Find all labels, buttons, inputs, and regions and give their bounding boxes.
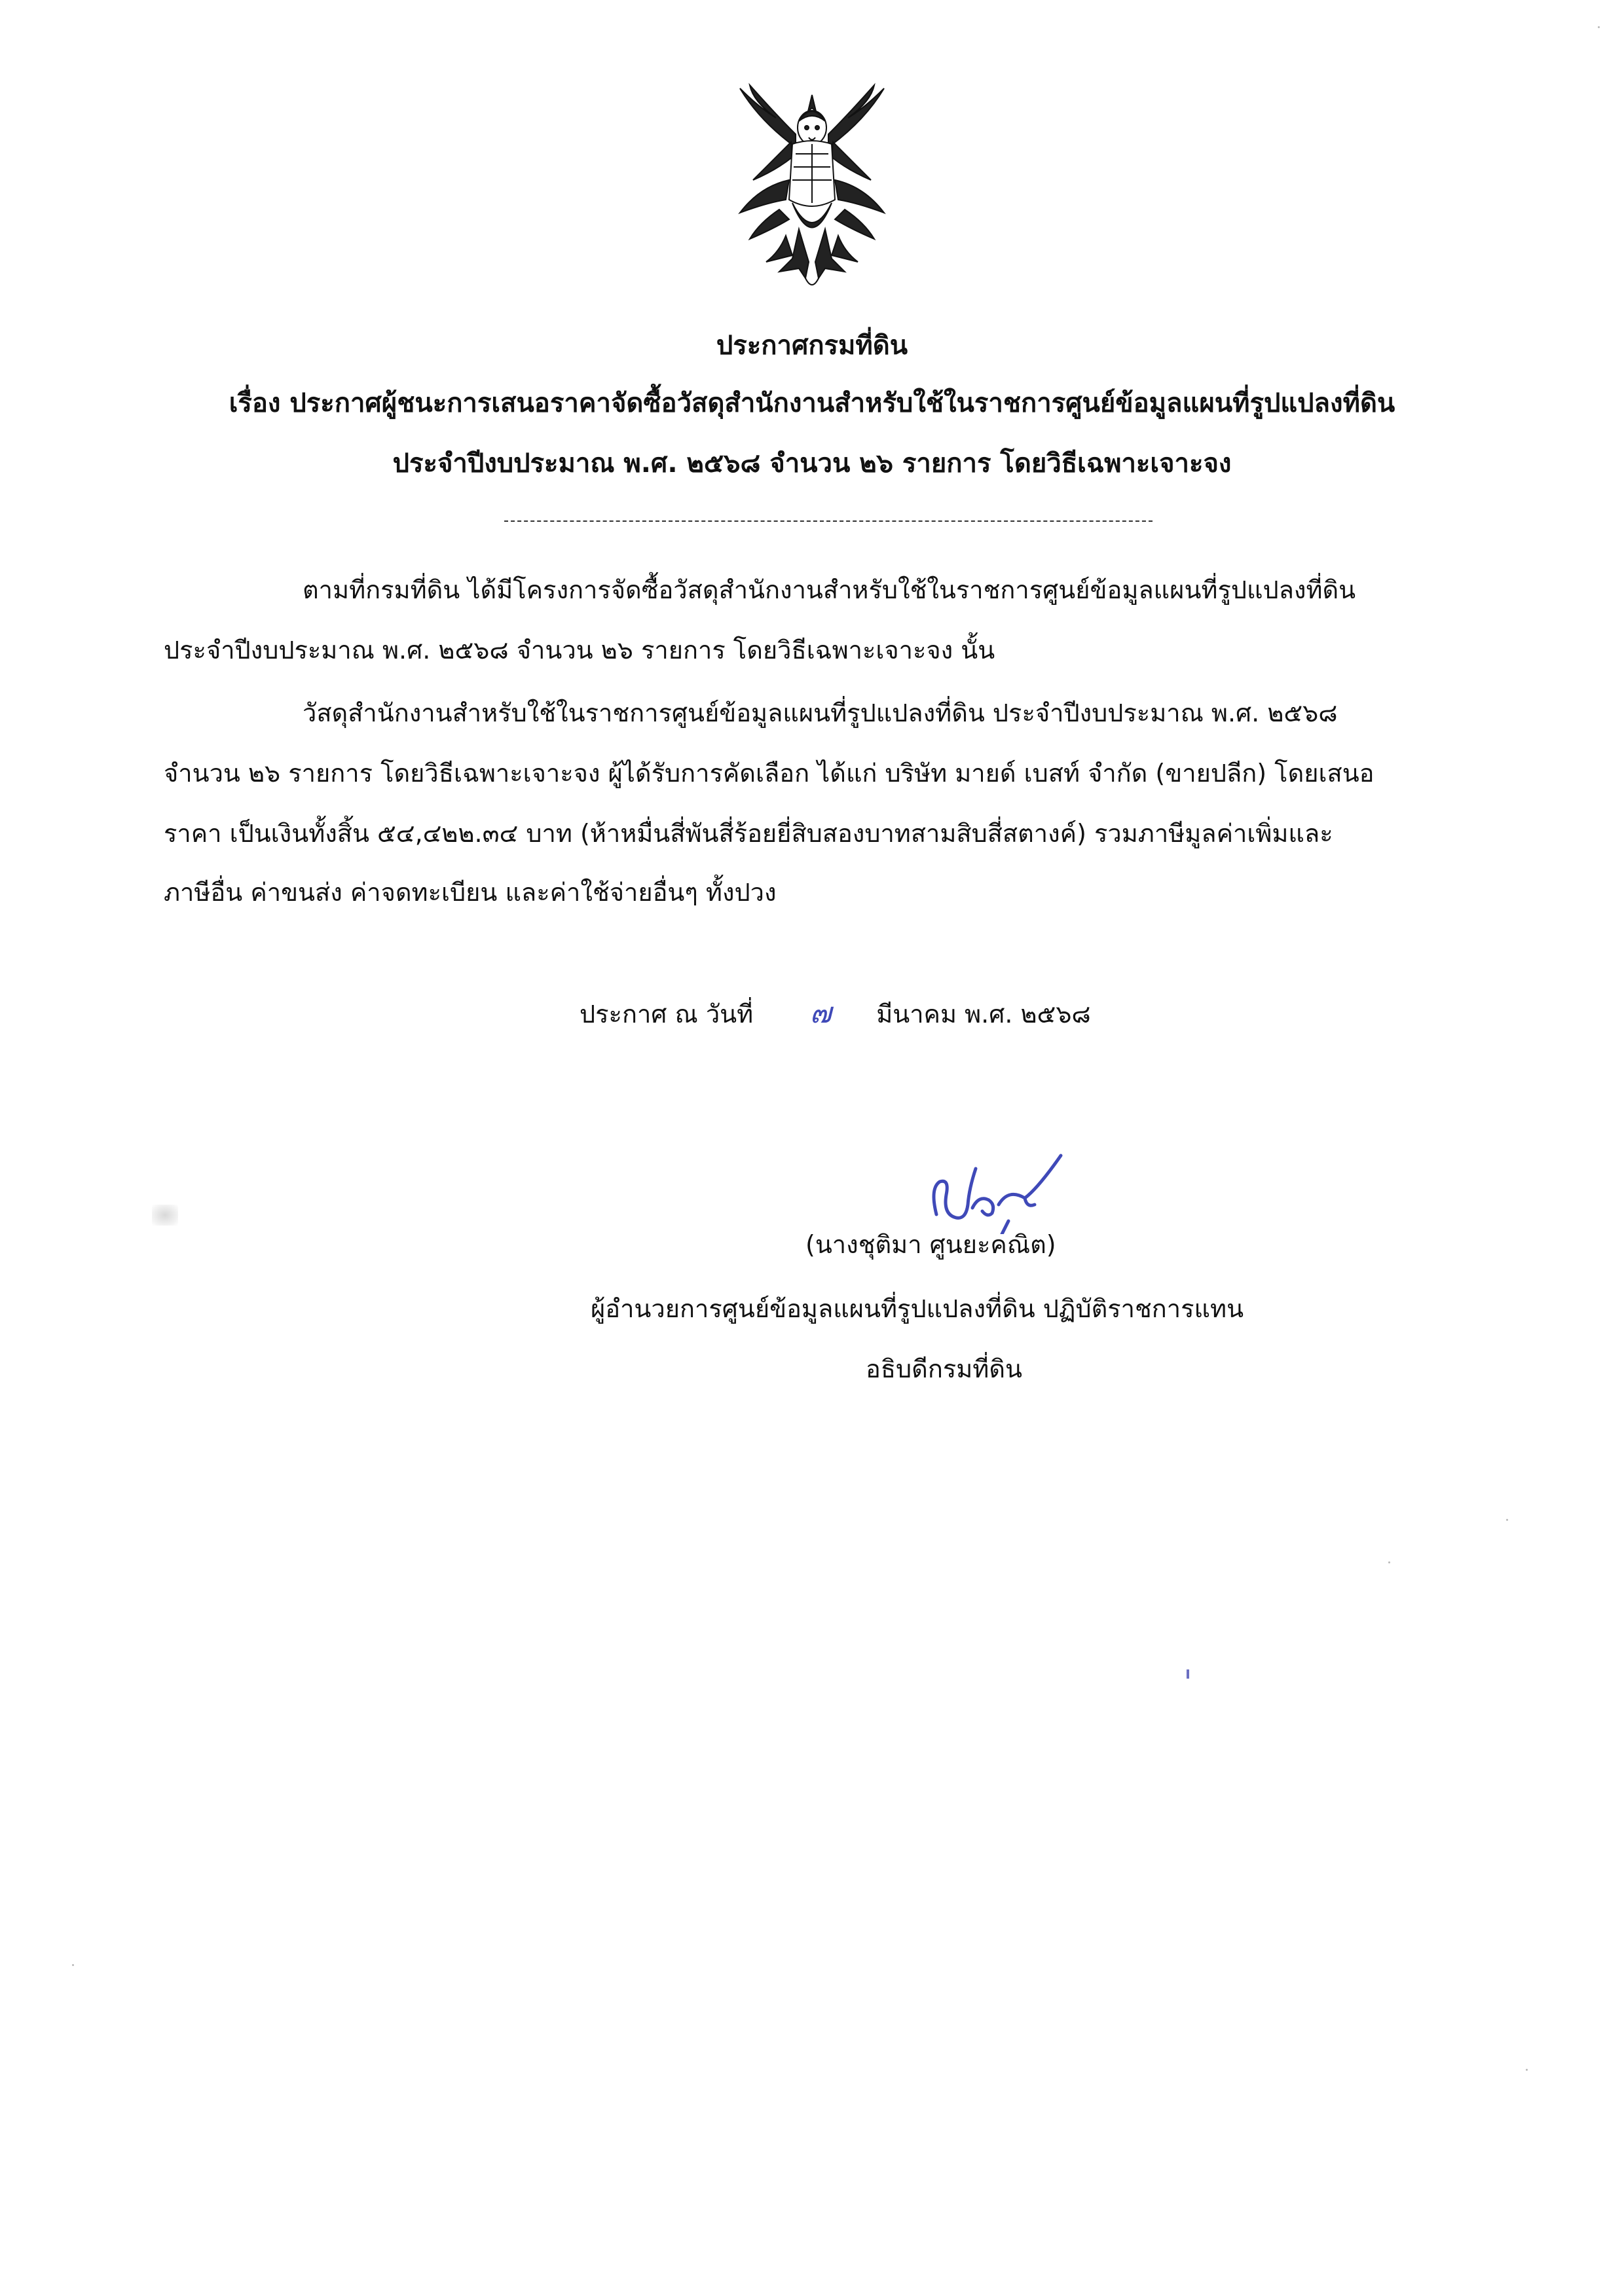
paragraph-1-line-2: ประจำปีงบประมาณ พ.ศ. ๒๕๖๘ จำนวน ๒๖ รายการ โดยวิธีเฉพาะเจาะจง นั้น <box>164 636 995 665</box>
date-month-year: มีนาคม พ.ศ. ๒๕๖๘ <box>876 1000 1091 1029</box>
paragraph-2-line-3: ราคา เป็นเงินทั้งสิ้น ๕๔,๔๒๒.๓๔ บาท (ห้าหมื่นสี่พันสี่ร้อยยี่สิบสองบาทสามสิบสี่สตางค์) รวมภาษีมูลค่าเพิ่มและ <box>164 819 1333 848</box>
paragraph-1-line-1: ตามที่กรมที่ดิน ได้มีโครงการจัดซื้อวัสดุสำนักงานสำหรับใช้ในราชการศูนย์ข้อมูลแผนที่รูปแปลงที่ดิน <box>303 575 1356 604</box>
garuda-emblem-icon <box>714 82 910 298</box>
subject-line-1: เรื่อง ประกาศผู้ชนะการเสนอราคาจัดซื้อวัสดุสำนักงานสำหรับใช้ในราชการศูนย์ข้อมูลแผนที่รูปแปลงที่ดิน <box>229 388 1395 418</box>
scan-speck <box>1506 1519 1508 1521</box>
document-title: ประกาศกรมที่ดิน <box>716 331 908 361</box>
date-prefix: ประกาศ ณ วันที่ <box>580 1000 754 1029</box>
announcement-date <box>580 990 1091 1036</box>
handwritten-signature-icon <box>910 1142 1074 1234</box>
dashed-divider <box>504 520 1153 522</box>
handwritten-day: ๗ <box>809 996 832 1030</box>
signatory-position-2: อธิบดีกรมที่ดิน <box>866 1355 1022 1383</box>
scan-speck <box>1598 26 1600 28</box>
scan-speck <box>1388 1561 1390 1563</box>
ink-mark <box>1187 1669 1189 1679</box>
paragraph-2-line-1: วัสดุสำนักงานสำหรับใช้ในราชการศูนย์ข้อมูลแผนที่รูปแปลงที่ดิน ประจำปีงบประมาณ พ.ศ. ๒๕๖๘ <box>303 699 1338 727</box>
signatory-name: (นางชุติมา ศูนยะคณิต) <box>805 1230 1056 1259</box>
scan-speck <box>1526 2069 1528 2071</box>
signatory-position: ผู้อำนวยการศูนย์ข้อมูลแผนที่รูปแปลงที่ดิน ปฏิบัติราชการแทน <box>591 1294 1244 1323</box>
subject-line-2: ประจำปีงบประมาณ พ.ศ. ๒๕๖๘ จำนวน ๒๖ รายการ โดยวิธีเฉพาะเจาะจง <box>392 448 1232 479</box>
paragraph-2-line-4: ภาษีอื่น ค่าขนส่ง ค่าจดทะเบียน และค่าใช้จ่ายอื่นๆ ทั้งปวง <box>164 878 777 907</box>
scan-speck <box>72 1964 74 1966</box>
scan-smudge <box>152 1205 178 1226</box>
paragraph-2-line-2: จำนวน ๒๖ รายการ โดยวิธีเฉพาะเจาะจง ผู้ได้รับการคัดเลือก ได้แก่ บริษัท มายด์ เบสท์ จำกัด (ขายปลีก) โดยเสนอ <box>164 759 1375 788</box>
